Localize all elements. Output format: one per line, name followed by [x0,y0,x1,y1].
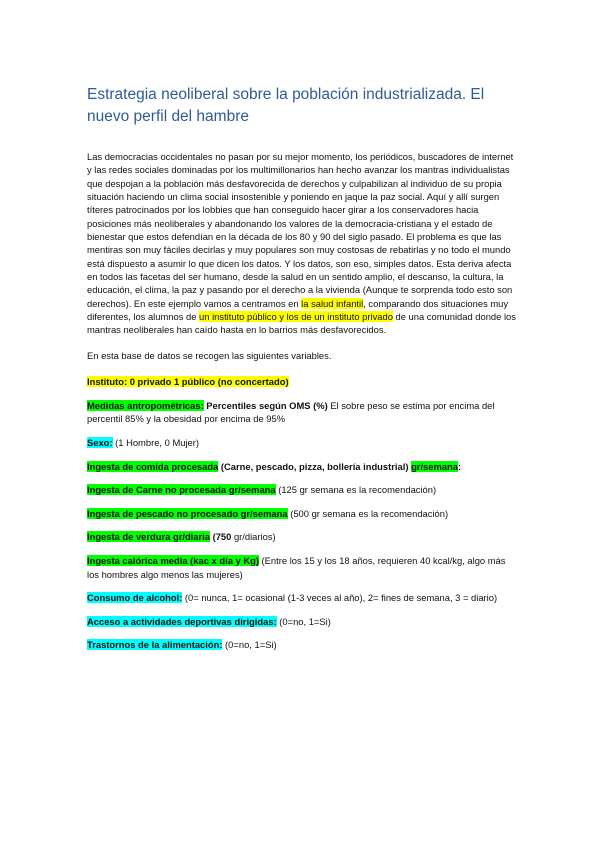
variable-verdura [87,530,519,544]
variable-consumo-alcohol [87,591,519,605]
variable-description: (500 gr semana es la recomendación) [287,507,449,519]
variable-label: Acceso a actividades deportivas dirigidas: [87,615,277,627]
variable-colon: : [457,460,462,472]
variable-trastornos-alimentacion [87,638,519,652]
variable-unit-label: gr/semana [411,460,458,472]
variable-bold-text: Percentiles según OMS (%) [203,399,328,411]
variable-sexo [87,436,519,450]
variable-description: (0=no, 1=Si) [222,639,277,651]
document-body [87,150,519,662]
variable-label: Ingesta de comida procesada [87,460,219,472]
variable-ingesta-calorica [87,554,519,581]
main-paragraph [87,150,519,337]
paragraph-text-2: , comparando dos situaciones muy diferentes, los alumnos de [87,297,509,323]
variable-bold-text: (Carne, pescado, pizza, bollería industrial) [218,460,412,472]
variable-carne-no-procesada [87,483,519,497]
variable-label: Ingesta calórica media (kac x día y Kg) [87,554,259,566]
variable-medidas-antropometricas [87,399,519,426]
variable-actividades-deportivas [87,615,519,629]
highlight-salud-infantil: la salud infantil [301,297,364,309]
variable-description: (1 Hombre, 0 Mujer) [112,436,200,448]
variable-label: Consumo de alcohol: [87,592,183,604]
variable-description: (0=no, 1=Si) [276,615,331,627]
variable-comida-procesada [87,460,519,474]
paragraph-text-1: Las democracias occidentales no pasan por su mejor momento, los periódicos, buscadores de internet y las redes sociales dominadas por los multimillonarios han hecho avanzar los mantras individualistas que despojan a la población más desfavorecida de derechos y culpabilizan al individuo de su propia situación haciendo un clima social insostenible y poniendo en jaque la paz social. Aquí y allí surgen títeres patrocinados por los lobbies que han conseguido hacer girar a los conservadores hacia posiciones más neoliberales y abandonando los valores de la democracia-cristiana y el estado de bienestar que estos defendían en la década de los 80 y 90 del siglo pasado. El problema es que las mentiras son muy fáciles decirlas y muy populares son muy costosas de rebatirlas y no todo el mundo está dispuesto a asumir lo que dicen los datos. Y los datos, son eso, simples datos. Esta deriva afecta en todos las facetas del ser humano, desde la salud en un sentido amplio, el descanso, la cultura, la educación, el clima, la paz y pasando por el derecho a la vivienda (Aunque te sorprenda todo esto son derechos). En este ejemplo vamos a centramos en [87,151,514,309]
variable-description: El sobre peso se estima por encima del percentil 85% y la obesidad por encima de 95% [87,399,495,425]
variable-description: gr/diarios) [231,531,276,543]
variable-bold-text: (750 [209,531,232,543]
variable-pescado-no-procesado [87,507,519,521]
variable-label: Ingesta de verdura gr/diaria [87,531,210,543]
paragraph-text-3: de una comunidad donde los mantras neoliberales han caído hasta en lo barrios más desfavorecidos. [87,311,516,336]
variable-label: Ingesta de pescado no procesado gr/semana [87,507,288,519]
variable-label: Medidas antropométricas: [87,399,204,411]
highlight-institutos: un instituto público y los de un instituto privado [199,311,393,323]
variable-description: (Entre los 15 y los 18 años, requieren 40 kcal/kg, algo más los hombres algo menos las mujeres) [87,554,506,580]
variable-instituto [87,375,519,389]
document-title: Estrategia neoliberal sobre la población industrializada. El nuevo perfil del hambre [87,86,485,125]
variable-label: Sexo: [87,436,113,448]
variable-label: Ingesta de Carne no procesada gr/semana [87,484,276,496]
variable-label: Instituto: 0 privado 1 público (no concertado) [87,376,289,388]
variable-label: Trastornos de la alimentación: [87,639,223,651]
variables-intro: En esta base de datos se recogen las siguientes variables. [87,349,332,361]
variable-description: (125 gr semana es la recomendación) [275,484,437,496]
variable-description: (0= nunca, 1= ocasional (1-3 veces al año), 2= fines de semana, 3 = diario) [182,592,498,604]
